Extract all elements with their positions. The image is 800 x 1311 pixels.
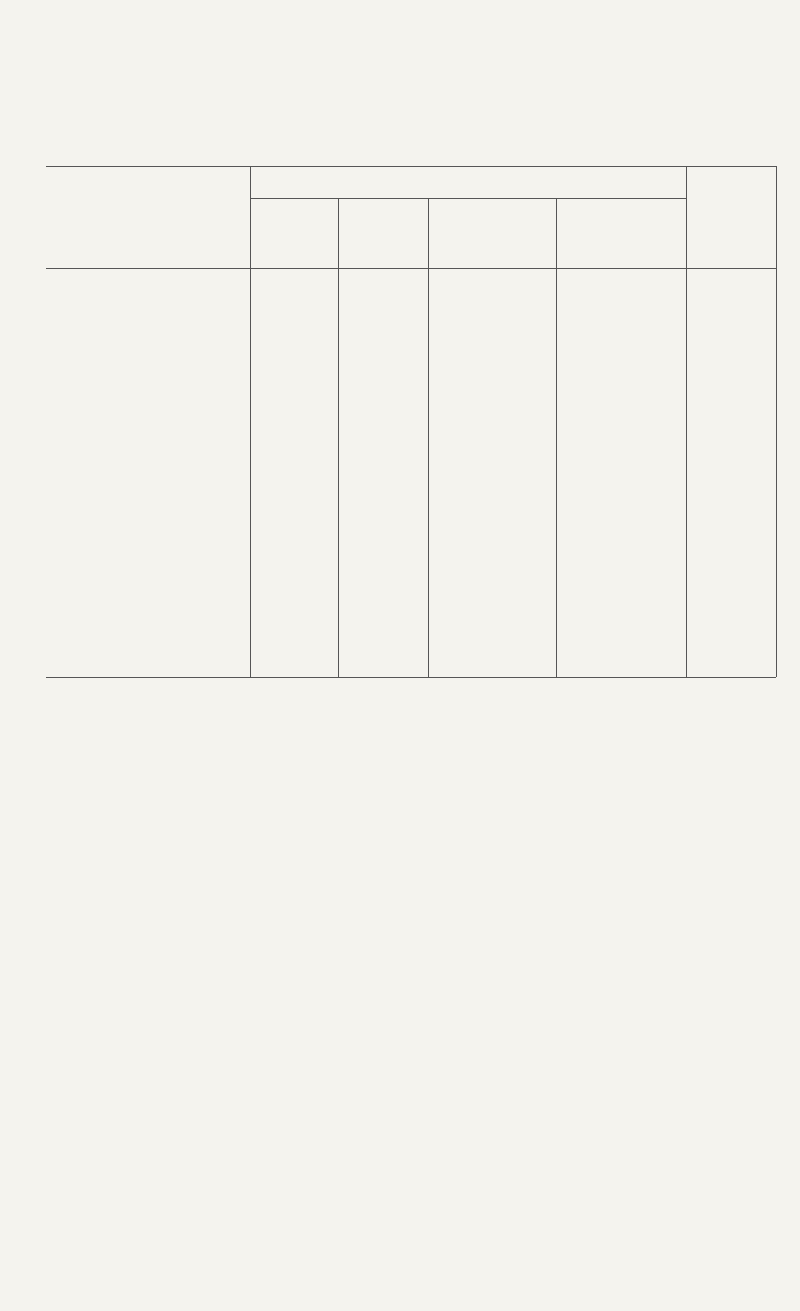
column-rule (556, 198, 557, 677)
header-bottom-rule (46, 268, 776, 269)
column-rule (686, 166, 687, 677)
column-rule (338, 198, 339, 677)
table-top-rule (46, 166, 776, 167)
column-rule (250, 166, 251, 677)
group-header-rule (250, 198, 686, 199)
column-rule (776, 166, 777, 677)
table-bottom-rule (46, 677, 776, 678)
column-rule (428, 198, 429, 677)
